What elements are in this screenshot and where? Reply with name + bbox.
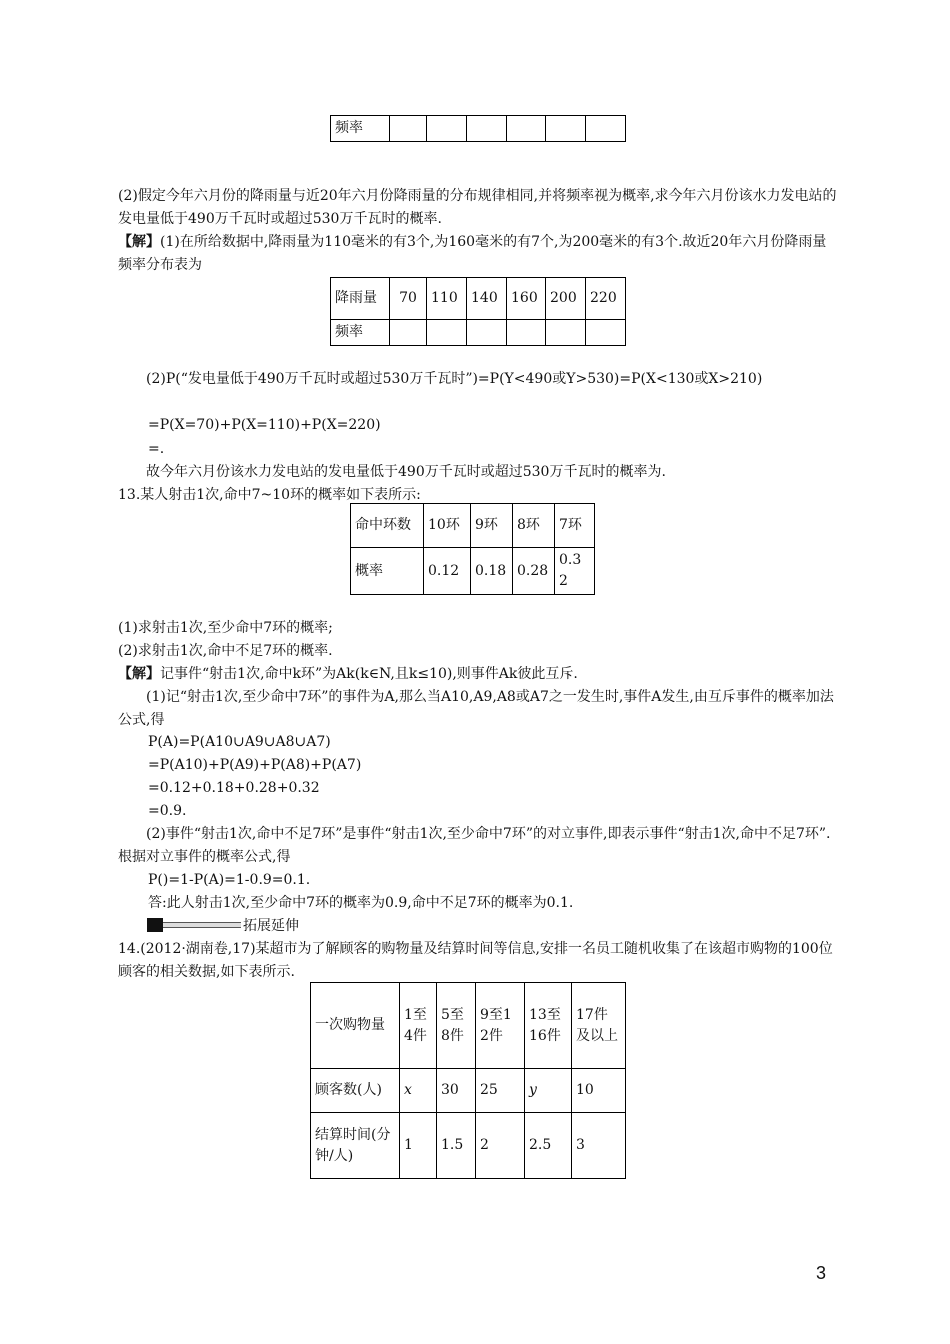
equation-line-2: =P(A10)+P(A9)+P(A8)+P(A7) — [148, 757, 362, 773]
section-heading — [147, 915, 867, 938]
customers-cell: 30 — [437, 1069, 476, 1113]
question-13-part1: (1)求射击1次,至少命中7环的概率; — [118, 620, 333, 636]
checkout-time-cell: 1.5 — [437, 1113, 476, 1179]
section-bar-icon — [147, 918, 163, 932]
customers-label: 顾客数(人) — [311, 1069, 400, 1113]
supermarket-table — [310, 982, 626, 1179]
rain-header-label: 降雨量 — [331, 278, 390, 320]
rainfall-frequency-table — [330, 277, 626, 346]
rain-frequency-label: 频率 — [331, 320, 390, 346]
probability-cell: 0.12 — [424, 548, 471, 595]
frequency-label: 频率 — [331, 116, 390, 142]
page-number: 3 — [816, 1263, 827, 1283]
equation-line-3: =0.12+0.18+0.28+0.32 — [148, 780, 320, 796]
question-12-part2: (2)假定今年六月份的降雨量与近20年六月份降雨量的分布规律相同,并将频率视为概率,求今年六月份该水力发电站的发电量低于490万千瓦时或超过530万千瓦时的概率. — [118, 188, 837, 227]
purchase-header-label: 一次购物量 — [311, 983, 400, 1069]
solution-label: 【解】 — [118, 234, 160, 250]
purchase-header-cell: 9至12件 — [476, 983, 525, 1069]
question-13-part2: (2)求射击1次,命中不足7环的概率. — [118, 643, 333, 659]
checkout-time-label: 结算时间(分钟/人) — [311, 1113, 400, 1179]
solution-12-part2-line1: (2)P(“发电量低于490万千瓦时或超过530万千瓦时”)=P(Y<490或Y>530)=P(X<130或X>210) — [146, 371, 763, 387]
question-14-title: 14.(2012·湖南卷,17)某超市为了解顾客的购物量及结算时间等信息,安排一名员工随机收集了在该超市购物的100位顾客的相关数据,如下表所示. — [118, 941, 833, 980]
checkout-time-cell: 2 — [476, 1113, 525, 1179]
checkout-time-cell: 2.5 — [525, 1113, 572, 1179]
solution-12-conclusion: 故今年六月份该水力发电站的发电量低于490万千瓦时或超过530万千瓦时的概率为. — [146, 464, 666, 480]
section-line-icon — [163, 922, 241, 928]
customers-cell: x — [400, 1069, 437, 1113]
rings-header-cell: 8环 — [513, 504, 555, 548]
top-frequency-table — [330, 115, 626, 142]
customers-cell: y — [525, 1069, 572, 1113]
purchase-header-cell: 5至8件 — [437, 983, 476, 1069]
probability-cell: 0.28 — [513, 548, 555, 595]
answer-13: 答:此人射击1次,至少命中7环的概率为0.9,命中不足7环的概率为0.1. — [148, 895, 574, 911]
checkout-time-cell: 3 — [572, 1113, 626, 1179]
solution-12-part2-line3: =. — [148, 441, 165, 457]
solution-12-part1 — [118, 231, 838, 277]
probability-cell: 0.18 — [471, 548, 513, 595]
equation-line-1: P(A)=P(A10∪A9∪A8∪A7) — [148, 734, 331, 750]
solution-label: 【解】 — [118, 666, 160, 682]
solution-13-part2: (2)事件“射击1次,命中不足7环”是事件“射击1次,至少命中7环”的对立事件,即表示事件“射击1次,命中不足7环”.根据对立事件的概率公式,得 — [118, 826, 831, 865]
checkout-time-cell: 1 — [400, 1113, 437, 1179]
solution-12-part2-line2: =P(X=70)+P(X=110)+P(X=220) — [148, 417, 381, 433]
solution-13-part1: (1)记“射击1次,至少命中7环”的事件为A,那么当A10,A9,A8或A7之一发生时,事件A发生,由互斥事件的概率加法公式,得 — [118, 689, 834, 728]
rings-header-cell: 7环 — [555, 504, 595, 548]
solution-13-intro-text: 记事件“射击1次,命中k环”为Ak(k∈N,且k≤10),则事件Ak彼此互斥. — [160, 666, 578, 682]
purchase-header-cell: 17件及以上 — [572, 983, 626, 1069]
equation-line-5: P()=1-P(A)=1-0.9=0.1. — [148, 872, 311, 888]
rain-header-cell: 220 — [586, 278, 626, 320]
rain-header-cell: 140 — [467, 278, 507, 320]
rain-header-cell: 200 — [546, 278, 586, 320]
equation-line-4: =0.9. — [148, 803, 187, 819]
probability-cell: 0.32 — [555, 548, 595, 595]
rain-header-cell: 110 — [427, 278, 467, 320]
shooting-probability-table — [350, 503, 595, 595]
purchase-header-cell: 1至4件 — [400, 983, 437, 1069]
rings-header-cell: 10环 — [424, 504, 471, 548]
purchase-header-cell: 13至16件 — [525, 983, 572, 1069]
section-label: 拓展延伸 — [243, 918, 299, 934]
solution-12-text: (1)在所给数据中,降雨量为110毫米的有3个,为160毫米的有7个,为200毫米的有3个.故近20年六月份降雨量频率分布表为 — [118, 234, 827, 273]
rings-header-cell: 9环 — [471, 504, 513, 548]
rain-header-cell: 70 — [390, 278, 427, 320]
rings-header-label: 命中环数 — [351, 504, 424, 548]
customers-cell: 25 — [476, 1069, 525, 1113]
probability-label: 概率 — [351, 548, 424, 595]
customers-cell: 10 — [572, 1069, 626, 1113]
question-13-title: 13.某人射击1次,命中7~10环的概率如下表所示: — [118, 487, 421, 503]
rain-header-cell: 160 — [507, 278, 546, 320]
solution-13-intro — [118, 663, 838, 686]
